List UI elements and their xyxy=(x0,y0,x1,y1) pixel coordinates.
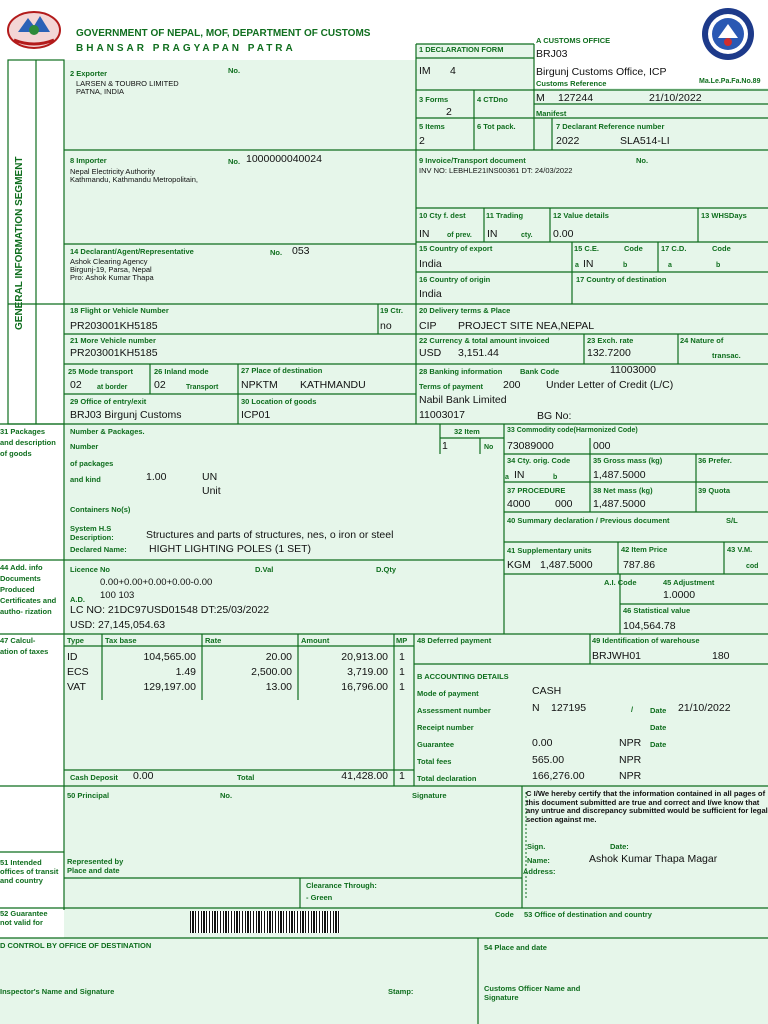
tax-amount: 3,719.00 xyxy=(347,666,388,678)
field-22-label: 22 Currency & total amount invoiced xyxy=(419,336,550,345)
officer-signature-label: Signature xyxy=(484,993,519,1002)
total-packages-value: 2022 xyxy=(556,135,580,147)
field-14-label: 14 Declarant/Agent/Representative xyxy=(70,247,194,256)
field-39-label: 39 Quota xyxy=(698,486,731,495)
ad-label: A.D. xyxy=(70,595,85,604)
ai-code-label: A.I. Code xyxy=(604,578,637,587)
importer-no-value: 1000000040024 xyxy=(246,153,322,165)
receipt-date-label: Date xyxy=(650,723,667,732)
tax-col-base: Tax base xyxy=(105,636,137,645)
trading-country-value: IN xyxy=(487,228,498,240)
importer-no-label: No. xyxy=(228,157,241,166)
vehicle-number-value: PR203001KH5185 xyxy=(70,320,158,332)
side-title: GENERAL INFORMATION SEGMENT xyxy=(14,156,25,330)
warehouse-code-value: BRJWH01 xyxy=(592,650,642,662)
goods-description-value: Structures and parts of structures, nes, o iron or steel xyxy=(146,529,394,541)
mode-payment-value: CASH xyxy=(532,685,562,697)
tax-amount: 16,796.00 xyxy=(341,681,388,693)
tax-col-type: Type xyxy=(67,636,84,645)
cd-b-label: b xyxy=(716,262,721,269)
field-32-label: 32 Item xyxy=(454,427,480,436)
at-border-label: at border xyxy=(97,384,128,391)
field-b-label: B ACCOUNTING DETAILS xyxy=(417,672,509,681)
tax-type: VAT xyxy=(67,681,86,693)
field-48-label: 48 Deferred payment xyxy=(417,636,492,645)
field-35-label: 35 Gross mass (kg) xyxy=(593,456,663,465)
value-details-value: 0.00 xyxy=(553,228,574,240)
field-24-label: 24 Nature of xyxy=(680,336,724,345)
declared-name-label: Declared Name: xyxy=(70,545,127,554)
bank-code-value: 11003000 xyxy=(610,364,656,376)
field-34-label: 34 Cty. orig. Code xyxy=(507,456,571,465)
field-28-label: 28 Banking information xyxy=(419,367,503,376)
importer-address: Kathmandu, Kathmandu Metropolitain, xyxy=(70,175,198,184)
licence-sum-value: 0.00+0.00+0.00+0.00-0.00 xyxy=(100,577,213,588)
customs-reference-date: 21/10/2022 xyxy=(649,92,702,104)
lc-value: LC NO: 21DC97USD01548 DT:25/03/2022 xyxy=(70,604,270,616)
tax-amount: 20,913.00 xyxy=(341,651,388,663)
delivery-term-value: CIP xyxy=(419,320,437,332)
dval-label: D.Val xyxy=(255,565,274,574)
field-1-label: 1 DECLARATION FORM xyxy=(419,45,504,54)
bank-code-label: Bank Code xyxy=(520,367,560,376)
tax-mp: 1 xyxy=(399,681,405,693)
ce-a-value: IN xyxy=(583,258,594,270)
declarant-proprietor: Pro: Ashok Kumar Thapa xyxy=(70,273,154,282)
field-21-label: 21 More Vehicle number xyxy=(70,336,156,345)
total-fees-currency: NPR xyxy=(619,754,642,766)
tax-col-mp: MP xyxy=(396,636,408,645)
tax-mp: 1 xyxy=(399,651,405,663)
stamp-label: Stamp: xyxy=(388,987,414,996)
field-37-label: 37 PROCEDURE xyxy=(507,486,566,495)
number-label: Number xyxy=(70,442,99,451)
field-50-label: 50 Principal xyxy=(67,791,110,800)
receipt-number-label: Receipt number xyxy=(417,723,474,732)
terms-payment-label: Terms of payment xyxy=(419,382,484,391)
terms-code-value: 200 xyxy=(503,379,521,391)
represented-by-label: Represented by xyxy=(67,857,124,866)
field-24-sub: transac. xyxy=(712,351,741,360)
assessment-number-value: 127195 xyxy=(551,702,587,714)
customs-office-code: BRJ03 xyxy=(536,48,568,60)
ce-a-label: a xyxy=(575,262,579,269)
total-fees-label: Total fees xyxy=(417,757,452,766)
tax-base: 1.49 xyxy=(175,666,196,678)
certification-text: C I/We hereby certify that the information contained in all pages of this document submitted are true and correct and I/we know that any untrue and discrepancy submitted would be sufficient for legal section against me. xyxy=(526,789,768,824)
assessment-label: Assessment number xyxy=(417,706,491,715)
declarant-no-label: No. xyxy=(270,248,283,257)
of-packages-label: of packages xyxy=(70,459,114,468)
field-a-label: A CUSTOMS OFFICE xyxy=(536,36,611,45)
field-26-label: 26 Inland mode xyxy=(154,367,209,376)
assessment-date-label: Date xyxy=(650,706,667,715)
field-23-label: 23 Exch. rate xyxy=(587,336,634,345)
field-7-label: 7 Declarant Reference number xyxy=(556,122,665,131)
customs-reference-label: Customs Reference xyxy=(536,79,607,88)
ce-b-label: b xyxy=(623,262,628,269)
tax-type: ECS xyxy=(67,666,89,678)
containers-label: Containers No(s) xyxy=(70,505,131,514)
government-title: GOVERNMENT OF NEPAL, MOF, DEPARTMENT OF CUSTOMS xyxy=(76,28,371,39)
total-declaration-currency: NPR xyxy=(619,770,642,782)
declarant-no-value: 053 xyxy=(292,245,310,257)
cty-orig-a-label: a xyxy=(505,474,509,481)
field-38-label: 38 Net mass (kg) xyxy=(593,486,653,495)
total-declaration-value: 166,276.00 xyxy=(532,770,585,782)
more-vehicle-value: PR203001KH5185 xyxy=(70,347,158,359)
field-15ce-label: 15 C.E. xyxy=(574,244,600,253)
cty-orig-b-label: b xyxy=(553,474,558,481)
tax-rate: 13.00 xyxy=(265,681,292,693)
licence-no-label: Licence No xyxy=(70,565,111,574)
item-no-label: No xyxy=(484,444,494,451)
invoice-value: INV NO: LEBHLE21INS00361 DT: 24/03/2022 xyxy=(419,166,573,175)
tax-col-rate: Rate xyxy=(205,636,222,645)
field-16-label: 16 Country of origin xyxy=(419,275,491,284)
container-value: no xyxy=(380,320,392,332)
field-17-label: 17 Country of destination xyxy=(576,275,667,284)
cd-a-label: a xyxy=(668,262,672,269)
forms-value: 2 xyxy=(446,106,452,118)
field-52-label: 52 Guarantee not valid for xyxy=(0,909,48,927)
declared-name-value: HIGHT LIGHTING POLES (1 SET) xyxy=(149,543,312,555)
field-44-label: 44 Add. info Documents Produced Certificates and autho- rization xyxy=(0,563,57,616)
ad-value: 100 103 xyxy=(100,590,135,601)
field-36-label: 36 Prefer. xyxy=(698,456,732,465)
gross-mass-value: 1,487.5000 xyxy=(593,469,646,481)
field-6-label: 6 Tot pack. xyxy=(477,122,516,131)
guarantee-currency: NPR xyxy=(619,737,642,749)
field-25-label: 25 Mode transport xyxy=(68,367,134,376)
description-label: Description: xyxy=(70,533,114,542)
tax-col-amount: Amount xyxy=(301,636,330,645)
sl-label: S/L xyxy=(726,516,738,525)
field-8-label: 8 Importer xyxy=(70,156,107,165)
cash-deposit-value: 0.00 xyxy=(133,770,154,782)
procedure-extra: 000 xyxy=(555,498,573,510)
bank-name-value: Nabil Bank Limited xyxy=(419,394,507,406)
of-prev-label: of prev. xyxy=(447,232,472,239)
tax-total-mp: 1 xyxy=(399,770,405,782)
field-17cd-label: 17 C.D. xyxy=(661,244,687,253)
manifest-label: Manifest xyxy=(536,109,567,118)
field-11-label: 11 Trading xyxy=(486,211,524,220)
procedure-value: 4000 xyxy=(507,498,531,510)
declarant-name: Ashok Clearing Agency xyxy=(70,257,148,266)
sign-label: Sign. xyxy=(527,842,546,851)
cert-name-value: Ashok Kumar Thapa Magar xyxy=(589,853,718,865)
field-2-label: 2 Exporter xyxy=(70,69,108,78)
customs-department-seal xyxy=(700,6,756,62)
destination-code-value: NPKTM xyxy=(241,379,278,391)
field-10-label: 10 Cty f. dest xyxy=(419,211,466,220)
principal-signature-label: Signature xyxy=(412,791,447,800)
item-number-value: 1 xyxy=(442,440,448,452)
field-15-label: 15 Country of export xyxy=(419,244,493,253)
declarant-reference-value: SLA514-LI xyxy=(620,135,670,147)
field-13-label: 13 WHSDays xyxy=(701,211,747,220)
exporter-name: LARSEN & TOUBRO LIMITED xyxy=(76,79,179,88)
field-42-label: 42 Item Price xyxy=(621,545,668,554)
guarantee-date-label: Date xyxy=(650,740,667,749)
invoice-amount-value: 3,151.44 xyxy=(458,347,499,359)
package-unit2-value: Unit xyxy=(202,485,221,497)
guarantee-value: 0.00 xyxy=(532,737,553,749)
inspector-label: Inspector's Name and Signature xyxy=(0,987,115,996)
cert-name-label: Name: xyxy=(527,856,550,865)
mode-payment-label: Mode of payment xyxy=(417,689,479,698)
field-31-label: 31 Packages and description of goods xyxy=(0,427,56,458)
customs-reference-type: M xyxy=(536,92,545,104)
nepal-emblem-logo xyxy=(4,6,64,52)
ce-code-label: Code xyxy=(624,244,643,253)
tax-rate: 20.00 xyxy=(265,651,292,663)
field-18-label: 18 Flight or Vehicle Number xyxy=(70,306,169,315)
currency-value: USD xyxy=(419,347,442,359)
field-12-label: 12 Value details xyxy=(553,211,609,220)
item-price-value: 787.86 xyxy=(623,559,656,571)
bank-no-value: 11003017 xyxy=(419,409,465,421)
tax-rate: 2,500.00 xyxy=(251,666,292,678)
field-53-label: 53 Office of destination and country xyxy=(524,910,652,919)
cty-label: cty. xyxy=(521,232,533,239)
supp-unit-value: KGM xyxy=(507,559,531,571)
assessment-date-value: 21/10/2022 xyxy=(678,702,731,714)
field-51-label: 51 Intended offices of transit and country xyxy=(0,858,59,885)
commodity-code-extra: 000 xyxy=(593,440,611,452)
field-40-label: 40 Summary declaration / Previous document xyxy=(507,516,670,525)
guarantee-label: Guarantee xyxy=(417,740,455,749)
field-47-label: 47 Calcul- ation of taxes xyxy=(0,636,49,656)
cod-label: cod xyxy=(746,563,759,570)
tax-total-value: 41,428.00 xyxy=(341,770,388,782)
total-fees-value: 565.00 xyxy=(532,754,565,766)
destination-name-value: KATHMANDU xyxy=(300,379,366,391)
declaration-subtype: 4 xyxy=(450,65,456,77)
declaration-type: IM xyxy=(419,65,431,77)
and-kind-label: and kind xyxy=(70,475,101,484)
assessment-slash: / xyxy=(631,705,634,714)
cd-code-label: Code xyxy=(712,244,731,253)
country-origin-value: India xyxy=(419,288,442,300)
customs-office-name: Birgunj Customs Office, ICP xyxy=(536,66,667,78)
customs-reference-number: 127244 xyxy=(558,92,594,104)
field-30-label: 30 Location of goods xyxy=(241,397,317,406)
field-33-label: 33 Commodity code(Harmonized Code) xyxy=(507,427,638,434)
field-49-label: 49 Identification of warehouse xyxy=(592,636,700,645)
statistical-value: 104,564.78 xyxy=(623,620,676,632)
barcode-image xyxy=(190,911,340,933)
form-number: Ma.Le.Pa.Fa.No.89 xyxy=(699,78,761,85)
field-d-label: D CONTROL BY OFFICE OF DESTINATION xyxy=(0,941,152,950)
clearance-green-value: - Green xyxy=(306,893,333,902)
invoice-no-label: No. xyxy=(636,156,649,165)
field-20-label: 20 Delivery terms & Place xyxy=(419,306,511,315)
exchange-rate-value: 132.7200 xyxy=(587,347,631,359)
transport-label: Transport xyxy=(186,384,219,391)
field-9-label: 9 Invoice/Transport document xyxy=(419,156,526,165)
clearance-through-label: Clearance Through: xyxy=(306,881,377,890)
location-goods-value: ICP01 xyxy=(241,409,271,421)
tax-type: ID xyxy=(67,651,78,663)
exporter-no-label: No. xyxy=(228,66,241,75)
field-3-label: 3 Forms xyxy=(419,95,449,104)
inland-mode-value: 02 xyxy=(154,379,166,391)
commodity-code-value: 73089000 xyxy=(507,440,554,452)
delivery-place-value: PROJECT SITE NEA,NEPAL xyxy=(458,320,595,332)
tax-base: 129,197.00 xyxy=(143,681,196,693)
field-5-label: 5 Items xyxy=(419,122,445,131)
form-title: BHANSAR PRAGYAPAN PATRA xyxy=(76,43,296,54)
usd-value: USD: 27,145,054.63 xyxy=(70,619,166,631)
exporter-address: PATNA, INDIA xyxy=(76,87,125,96)
mode-transport-value: 02 xyxy=(70,379,82,391)
items-value: 2 xyxy=(419,135,425,147)
net-mass-value: 1,487.5000 xyxy=(593,498,646,510)
bg-no-label: BG No: xyxy=(537,410,572,422)
place-date-label: Place and date xyxy=(67,866,120,875)
field-43-label: 43 V.M. xyxy=(727,545,753,554)
terms-text-value: Under Letter of Credit (L/C) xyxy=(546,379,674,391)
field-29-label: 29 Office of entry/exit xyxy=(70,397,147,406)
importer-name: Nepal Electricity Authority xyxy=(70,167,156,176)
cert-date-label: Date: xyxy=(610,842,629,851)
tax-total-label: Total xyxy=(237,773,255,782)
field-41-label: 41 Supplementary units xyxy=(507,546,592,555)
country-export-value: India xyxy=(419,258,442,270)
officer-label: Customs Officer Name and xyxy=(484,984,581,993)
warehouse-days-value: 180 xyxy=(712,650,730,662)
country-first-dest-value: IN xyxy=(419,228,430,240)
code-label: Code xyxy=(495,910,514,919)
field-54-label: 54 Place and date xyxy=(484,943,547,952)
total-declaration-label: Total declaration xyxy=(417,774,477,783)
tax-base: 104,565.00 xyxy=(143,651,196,663)
dqty-label: D.Qty xyxy=(376,565,397,574)
hs-label: System H.S xyxy=(70,524,112,533)
field-45-label: 45 Adjustment xyxy=(663,578,715,587)
adjustment-value: 1.0000 xyxy=(663,589,696,601)
field-46-label: 46 Statistical value xyxy=(623,606,691,615)
field-19-label: 19 Ctr. xyxy=(380,306,403,315)
field-4-label: 4 CTDno xyxy=(477,95,508,104)
package-unit1-value: UN xyxy=(202,471,218,483)
cash-deposit-label: Cash Deposit xyxy=(70,773,118,782)
assessment-type-value: N xyxy=(532,702,540,714)
field-27-label: 27 Place of destination xyxy=(241,366,323,375)
principal-no-label: No. xyxy=(220,791,233,800)
number-packages-label: Number & Packages. xyxy=(70,427,145,436)
cert-address-label: Address: xyxy=(523,867,556,876)
supp-qty-value: 1,487.5000 xyxy=(540,559,593,571)
cty-orig-value: IN xyxy=(514,469,525,481)
office-entry-value: BRJ03 Birgunj Customs xyxy=(70,409,182,421)
declarant-address: Birgunj-19, Parsa, Nepal xyxy=(70,265,152,274)
tax-mp: 1 xyxy=(399,666,405,678)
package-qty-value: 1.00 xyxy=(146,471,167,483)
